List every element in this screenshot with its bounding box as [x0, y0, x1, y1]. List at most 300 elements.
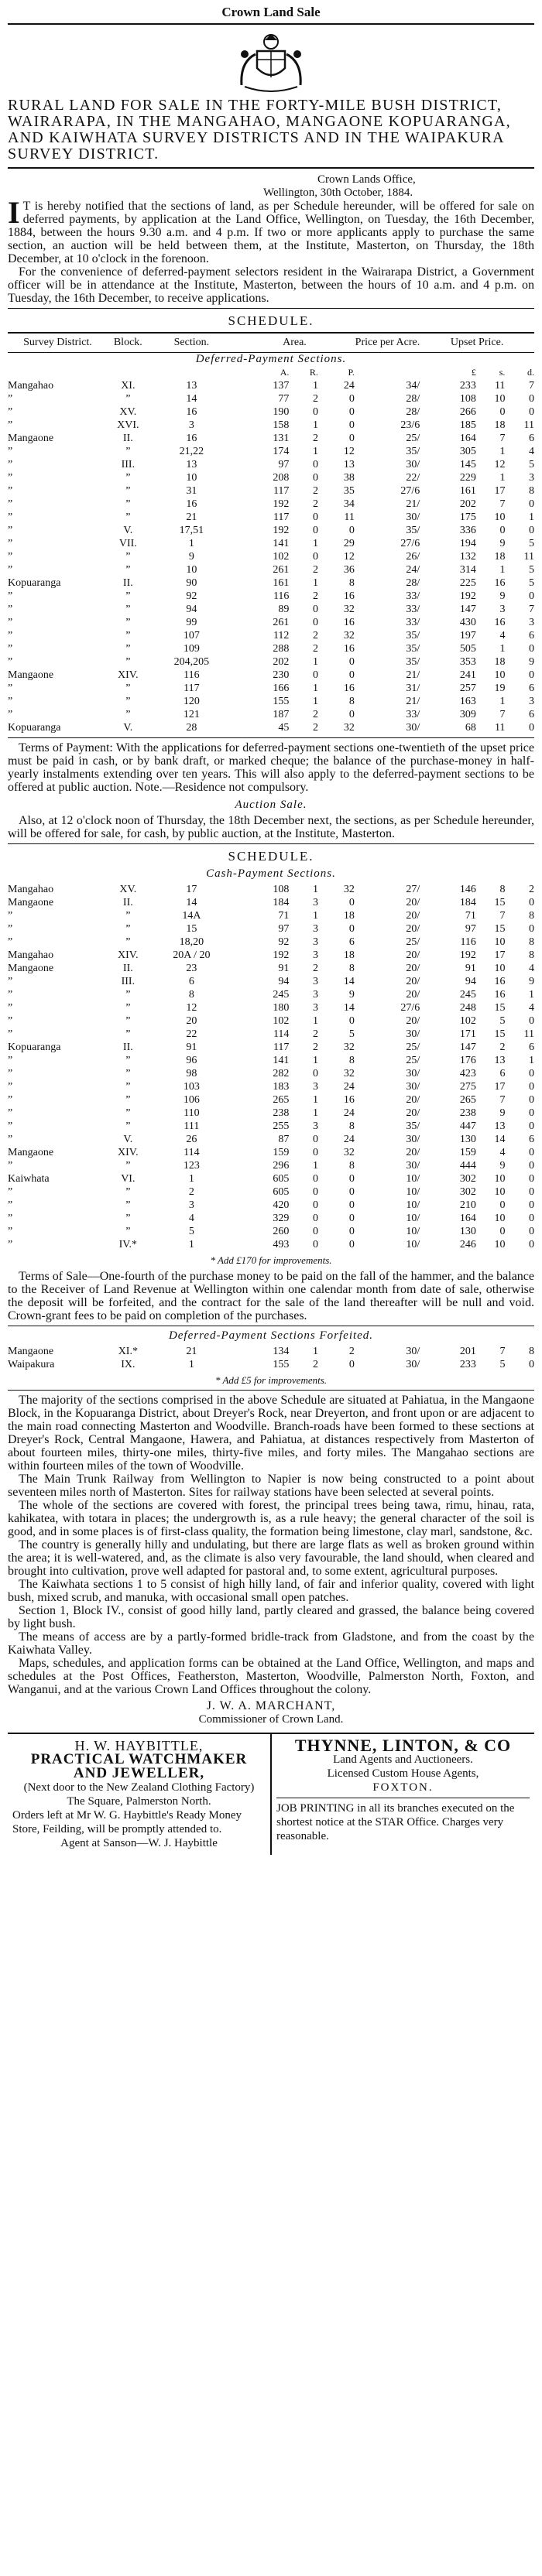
table-cell: 7 [499, 910, 506, 922]
ad-line: FOXTON. [372, 1781, 434, 1794]
table-cell: 90 [186, 577, 197, 589]
divider [8, 843, 534, 844]
table-cell: ” [8, 617, 13, 628]
table-cell: ” [125, 1213, 131, 1224]
table-cell: 0 [348, 406, 355, 418]
table-cell: 6 [529, 433, 534, 444]
table-cell: 10 [494, 963, 506, 974]
table-cell: 10 [494, 393, 506, 405]
table-row [8, 695, 534, 708]
ad-name: H. W. HAYBITTLE, [74, 1738, 204, 1753]
table-cell: Waipakura [8, 1359, 55, 1370]
table-row [8, 1001, 534, 1014]
table-cell: 10 [494, 1173, 506, 1185]
table-cell: 13 [494, 1055, 506, 1066]
table-row [8, 576, 534, 590]
table-cell: 25/ [406, 936, 420, 948]
table-cell: 241 [459, 669, 476, 681]
table-cell: 18,20 [179, 936, 204, 948]
table-cell: 3 [312, 936, 318, 948]
table-cell: 192 [273, 498, 290, 510]
table-cell: 24 [343, 1107, 355, 1119]
table-cell: 4 [529, 1002, 534, 1014]
table-cell: ” [8, 498, 13, 510]
table-cell: Kopuaranga [8, 577, 61, 589]
table-cell: 91 [278, 963, 290, 974]
table-cell: 155 [273, 1359, 290, 1370]
table-cell: 0 [529, 1094, 534, 1106]
table-cell: 32 [343, 884, 355, 895]
table-cell: 2 [312, 963, 318, 974]
table-cell: ” [125, 989, 131, 1001]
table-cell: ” [125, 1186, 131, 1198]
table-cell: 16 [494, 976, 506, 987]
table-cell: 0 [348, 1226, 355, 1237]
table-cell: 114 [273, 1028, 290, 1040]
table-cell: 10/ [406, 1226, 420, 1237]
notice-paragraph-2: For the convenience of deferred-payment selectors resident in the Wairarapa District, a Government officer will be in attendance at the Institute, Masterton, between the hours of 10 a.m. and 4 p.m. on Tuesday, the 16th December, to receive applications. [8, 265, 534, 305]
table-cell: ” [8, 1028, 13, 1040]
table-cell: ” [8, 1081, 13, 1093]
table-cell: 0 [348, 393, 355, 405]
table-cell: 192 [273, 525, 290, 536]
table-cell: 0 [312, 459, 318, 470]
table-cell: 302 [459, 1186, 476, 1198]
table-cell: 132 [459, 551, 476, 563]
table-cell: 24/ [406, 564, 420, 576]
table-cell: 3 [529, 617, 534, 628]
table-cell: 6 [499, 1068, 506, 1079]
table-cell: 183 [273, 1081, 290, 1093]
table-row [8, 1080, 534, 1093]
table-cell: 12 [343, 551, 355, 563]
notice-heading: RURAL LAND FOR SALE IN THE FORTY-MILE BUSH DISTRICT, WAIRARAPA, IN THE MANGAHAO, MANGAONE KOPUARANGA, AND KAIWHATA SURVEY DISTRICTS AND IN THE WAIPAKURA SURVEY DISTRICT. [8, 97, 511, 162]
table-cell: 33/ [406, 617, 420, 628]
table-cell: 238 [459, 1107, 476, 1119]
table-cell: XV. [119, 884, 137, 895]
table-cell: 30/ [406, 459, 420, 470]
table-cell: 9 [499, 538, 506, 549]
table-cell: ” [8, 656, 13, 668]
table-cell: 2 [312, 722, 318, 734]
table-cell: 171 [459, 1028, 476, 1040]
table-cell: 296 [273, 1160, 290, 1172]
table-cell: 20/ [406, 1147, 420, 1158]
table-cell: 28 [186, 722, 197, 734]
table-cell: 605 [273, 1173, 290, 1185]
table-cell: 7 [499, 1094, 506, 1106]
table-cell: XIV. [118, 669, 139, 681]
table-cell: 16 [494, 989, 506, 1001]
table-cell: 5 [529, 564, 534, 576]
table-cell: 94 [186, 604, 197, 615]
office-date: Wellington, 30th October, 1884. [263, 186, 413, 199]
table-cell: 0 [312, 669, 318, 681]
table-cell: 16 [343, 590, 355, 602]
table-cell: 30/ [406, 1081, 420, 1093]
table-cell: 1 [529, 511, 534, 523]
table-row [8, 1093, 534, 1107]
table-cell: II. [122, 963, 133, 974]
table-cell: Kopuaranga [8, 1042, 61, 1053]
table-cell: 192 [459, 590, 476, 602]
table-cell: 3 [312, 897, 318, 908]
table-row [8, 432, 534, 445]
table-cell: 1 [188, 1173, 194, 1185]
table-cell: 32 [343, 722, 355, 734]
table-cell: 1 [188, 1239, 194, 1250]
table-cell: 0 [348, 709, 355, 720]
table-cell: ” [125, 923, 131, 935]
table-cell: 20/ [406, 1094, 420, 1106]
table-cell: 97 [465, 923, 476, 935]
table-cell: 0 [529, 590, 534, 602]
column-header: Upset Price. [420, 333, 534, 353]
table-cell: ” [125, 1015, 131, 1027]
table-cell: 32 [343, 1042, 355, 1053]
ad-line: The Square, Palmerston North. [67, 1795, 211, 1808]
table-row [8, 458, 534, 471]
table-cell: ” [125, 910, 131, 922]
table-cell: ” [125, 1028, 131, 1040]
table-cell: 0 [529, 1147, 534, 1158]
table-cell: 5 [499, 1015, 506, 1027]
table-row [8, 1212, 534, 1225]
table-cell: 0 [529, 393, 534, 405]
table-cell: 1 [312, 656, 318, 668]
table-cell: 11 [523, 551, 534, 563]
table-cell: 10/ [406, 1173, 420, 1185]
ad-line: Orders left at Mr W. G. Haybittle's Ready Money Store, Feilding, will be promptly attended to. [12, 1809, 242, 1835]
table-cell: 10 [494, 1213, 506, 1224]
table-cell: 28/ [406, 406, 420, 418]
table-cell: 336 [459, 525, 476, 536]
table-cell: 0 [348, 433, 355, 444]
table-cell: 1 [312, 884, 318, 895]
table-cell: 18 [343, 910, 355, 922]
table-cell: 10 [494, 1239, 506, 1250]
table-cell: III. [121, 459, 136, 470]
table-cell: ” [125, 564, 131, 576]
table-cell: 25/ [406, 433, 420, 444]
table-cell: 114 [184, 1147, 200, 1158]
table-row [8, 896, 534, 909]
table-cell: 71 [465, 910, 476, 922]
table-row [8, 922, 534, 936]
table-cell: 32 [343, 1068, 355, 1079]
table-cell: ” [8, 525, 13, 536]
table-cell: 11 [344, 511, 355, 523]
table-cell: 102 [273, 551, 290, 563]
table-cell: V. [123, 1134, 133, 1145]
table-cell: 309 [459, 709, 476, 720]
table-cell: 0 [529, 1068, 534, 1079]
table-cell: 8 [529, 949, 534, 961]
forfeited-table [8, 1345, 534, 1371]
table-cell: 3 [312, 1120, 318, 1132]
table-cell: 2 [312, 564, 318, 576]
table-cell: 17 [494, 1081, 506, 1093]
table-cell: 16 [186, 498, 197, 510]
table-cell: 33/ [406, 590, 420, 602]
table-cell: 163 [459, 696, 476, 707]
table-cell: ” [8, 910, 13, 922]
section-subtitle: Cash-Payment Sections. [206, 867, 336, 880]
table-cell: ” [8, 419, 13, 431]
table-cell: IX. [121, 1359, 136, 1370]
table-cell: 3 [499, 604, 506, 615]
table-cell: 0 [312, 1186, 318, 1198]
ad-line: Licensed Custom House Agents, [327, 1767, 479, 1780]
table-cell: 94 [278, 976, 290, 987]
table-cell: 35/ [406, 446, 420, 457]
table-cell: XV. [119, 406, 137, 418]
table-cell: ” [125, 1081, 131, 1093]
table-row [8, 590, 534, 603]
table-cell: 71 [278, 910, 290, 922]
table-cell: ” [125, 472, 131, 484]
table-cell: ” [8, 1199, 13, 1211]
table-cell: ” [8, 630, 13, 641]
table-cell: Mangahao [8, 949, 54, 961]
table-cell: XI. [121, 380, 136, 392]
table-cell: 13 [494, 1120, 506, 1132]
table-cell: 2 [312, 485, 318, 497]
table-cell: ” [8, 472, 13, 484]
sale-terms: Terms of Sale—One-fourth of the purchase money to be paid on the fall of the hammer, and the balance to the Receiver of Land Revenue at Wellington within one calendar month from date of sale, otherwise the deposit will be forfeited, and the contract for the sale of the land thereafter will be null and void. Crown-grant fees to be paid on completion of the purchases. [8, 1270, 534, 1322]
table-cell: ” [8, 604, 13, 615]
table-cell: 6 [529, 1042, 534, 1053]
table-cell: III. [121, 976, 136, 987]
table-cell: ” [8, 1094, 13, 1106]
table-row [8, 511, 534, 524]
table-cell: Mangaone [8, 897, 54, 908]
table-cell: 1 [312, 577, 318, 589]
table-cell: 92 [278, 936, 290, 948]
table-cell: 9 [188, 551, 194, 563]
table-row [8, 655, 534, 669]
table-row [8, 379, 534, 392]
table-cell: 8 [529, 1346, 534, 1357]
table-cell: 0 [348, 897, 355, 908]
table-cell: 21/ [406, 498, 420, 510]
table-cell: 103 [183, 1081, 200, 1093]
table-cell: 32 [343, 630, 355, 641]
table-row [8, 949, 534, 962]
table-row [8, 524, 534, 537]
table-cell: 27/ [406, 884, 420, 895]
table-cell: 0 [529, 525, 534, 536]
table-cell: ” [8, 1068, 13, 1079]
table-cell: 21,22 [179, 446, 204, 457]
table-cell: 106 [183, 1094, 200, 1106]
table-cell: 26/ [406, 551, 420, 563]
table-cell: 89 [278, 604, 290, 615]
table-cell: 11 [494, 380, 506, 392]
table-cell: 0 [312, 472, 318, 484]
table-cell: 36 [343, 564, 355, 576]
table-cell: Kopuaranga [8, 722, 61, 734]
table-cell: 202 [273, 656, 290, 668]
table-row [8, 883, 534, 896]
table-cell: 0 [348, 669, 355, 681]
table-cell: 0 [348, 1359, 355, 1370]
table-cell: ” [125, 1160, 131, 1172]
table-cell: 245 [459, 989, 476, 1001]
ad-thynne-linton [272, 1734, 534, 1855]
table-cell: 1 [188, 1359, 194, 1370]
table-cell: 109 [183, 643, 200, 655]
table-cell: 5 [529, 459, 534, 470]
table-cell: 3 [312, 1002, 318, 1014]
divider [8, 1390, 534, 1391]
table-cell: 192 [273, 949, 290, 961]
table-cell: 20/ [406, 923, 420, 935]
table-cell: 0 [348, 1015, 355, 1027]
table-cell: 18 [494, 551, 506, 563]
table-cell: 265 [273, 1094, 290, 1106]
table-cell: 1 [529, 989, 534, 1001]
table-cell: 15 [494, 1002, 506, 1014]
description-paragraph: The Kaiwhata sections 1 to 5 consist of high hilly land, of fair and inferior quality, covered with light bush, mixed scrub, and manuka, with occasional small open patches. [8, 1578, 534, 1604]
table-cell: ” [8, 1055, 13, 1066]
table-cell: 0 [312, 1173, 318, 1185]
table-cell: 4 [529, 446, 534, 457]
description-paragraph: Section 1, Block IV., consist of good hilly land, partly cleared and grassed, the balance being covered by light bush. [8, 1604, 534, 1630]
table-cell: 96 [186, 1055, 197, 1066]
table-cell: VII. [118, 538, 137, 549]
table-cell: 204,205 [173, 656, 210, 668]
table-row [8, 642, 534, 655]
table-cell: 141 [273, 1055, 290, 1066]
table-cell: 10 [494, 936, 506, 948]
auction-title: Auction Sale. [235, 799, 307, 811]
table-cell: 92 [186, 590, 197, 602]
table-cell: 16 [343, 682, 355, 694]
table-cell: 1 [312, 1015, 318, 1027]
table-cell: 3 [188, 419, 194, 431]
table-cell: 111 [184, 1120, 200, 1132]
table-cell: Mangaone [8, 433, 54, 444]
table-cell: 20/ [406, 963, 420, 974]
table-cell: 257 [459, 682, 476, 694]
table-cell: ” [8, 551, 13, 563]
table-cell: 2 [312, 630, 318, 641]
description-paragraph: The means of access are by a partly-formed bridle-track from Gladstone, and from the coast by the Kaiwhata Valley. [8, 1630, 534, 1657]
table-cell: 12 [494, 459, 506, 470]
table-cell: 158 [273, 419, 290, 431]
table-cell: 6 [348, 936, 355, 948]
table-cell: 0 [312, 1239, 318, 1250]
table-cell: 430 [459, 617, 476, 628]
table-cell: ” [125, 485, 131, 497]
table-cell: 1 [312, 696, 318, 707]
table-cell: 1 [499, 696, 506, 707]
table-row [8, 936, 534, 949]
table-cell: Mangahao [8, 380, 54, 392]
coat-of-arms-icon [234, 31, 308, 93]
table-cell: ” [8, 1226, 13, 1237]
table-cell: 0 [312, 1226, 318, 1237]
table-cell: ” [8, 976, 13, 987]
table-cell: ” [125, 1199, 131, 1211]
table-cell: 11 [494, 722, 506, 734]
table-row [8, 1146, 534, 1159]
table-row [8, 392, 534, 405]
column-header: Area. [235, 333, 355, 353]
column-header: Price per Acre. [355, 333, 420, 353]
table-cell: 15 [494, 923, 506, 935]
table-cell: 0 [529, 923, 534, 935]
table-cell: 2 [499, 1042, 506, 1053]
table-cell: 5 [529, 538, 534, 549]
table-cell: 0 [529, 1186, 534, 1198]
table-cell: 266 [459, 406, 476, 418]
table-cell: 8 [499, 884, 506, 895]
table-cell: ” [125, 1055, 131, 1066]
table-cell: 9 [499, 590, 506, 602]
table-cell: 233 [459, 1359, 476, 1370]
table-cell: 245 [273, 989, 290, 1001]
table-row [8, 1054, 534, 1067]
table-cell: 1 [312, 380, 318, 392]
table-cell: 10 [494, 511, 506, 523]
table-cell: ” [8, 538, 13, 549]
table-cell: 10 [494, 1186, 506, 1198]
table-cell: 6 [529, 709, 534, 720]
table-cell: 0 [499, 1226, 506, 1237]
ad-line: Land Agents and Auctioneers. [333, 1753, 473, 1766]
drop-cap: I [8, 195, 20, 230]
table-row [8, 1238, 534, 1251]
table-cell: 4 [499, 630, 506, 641]
table-cell: 3 [312, 949, 318, 961]
table-cell: 0 [348, 1199, 355, 1211]
table-cell: 238 [273, 1107, 290, 1119]
table-cell: 2 [312, 393, 318, 405]
table-cell: 246 [459, 1239, 476, 1250]
table-cell: 0 [529, 897, 534, 908]
table-cell: 1 [312, 1107, 318, 1119]
table-cell: 164 [459, 433, 476, 444]
table-cell: 1 [499, 446, 506, 457]
table-cell: 15 [494, 1028, 506, 1040]
table-cell: 7 [499, 498, 506, 510]
table-cell: 2 [312, 709, 318, 720]
table-row [8, 445, 534, 458]
table-cell: 32 [343, 604, 355, 615]
table-cell: 0 [529, 406, 534, 418]
table-cell: 141 [273, 538, 290, 549]
table-cell: 12 [343, 446, 355, 457]
table-cell: 505 [459, 643, 476, 655]
table-cell: 493 [273, 1239, 290, 1250]
table-cell: 9 [499, 1107, 506, 1119]
table-cell: 1 [499, 472, 506, 484]
table-cell: 6 [188, 976, 194, 987]
table-cell: 21/ [406, 669, 420, 681]
table-cell: 130 [459, 1134, 476, 1145]
table-cell: 0 [529, 643, 534, 655]
table-cell: ” [8, 459, 13, 470]
table-cell: 0 [312, 1147, 318, 1158]
table-cell: 20/ [406, 1107, 420, 1119]
table-cell: ” [125, 1107, 131, 1119]
table-cell: 161 [459, 485, 476, 497]
table-cell: 2 [312, 1042, 318, 1053]
table-cell: 123 [183, 1160, 200, 1172]
table-cell: 12 [186, 1002, 197, 1014]
